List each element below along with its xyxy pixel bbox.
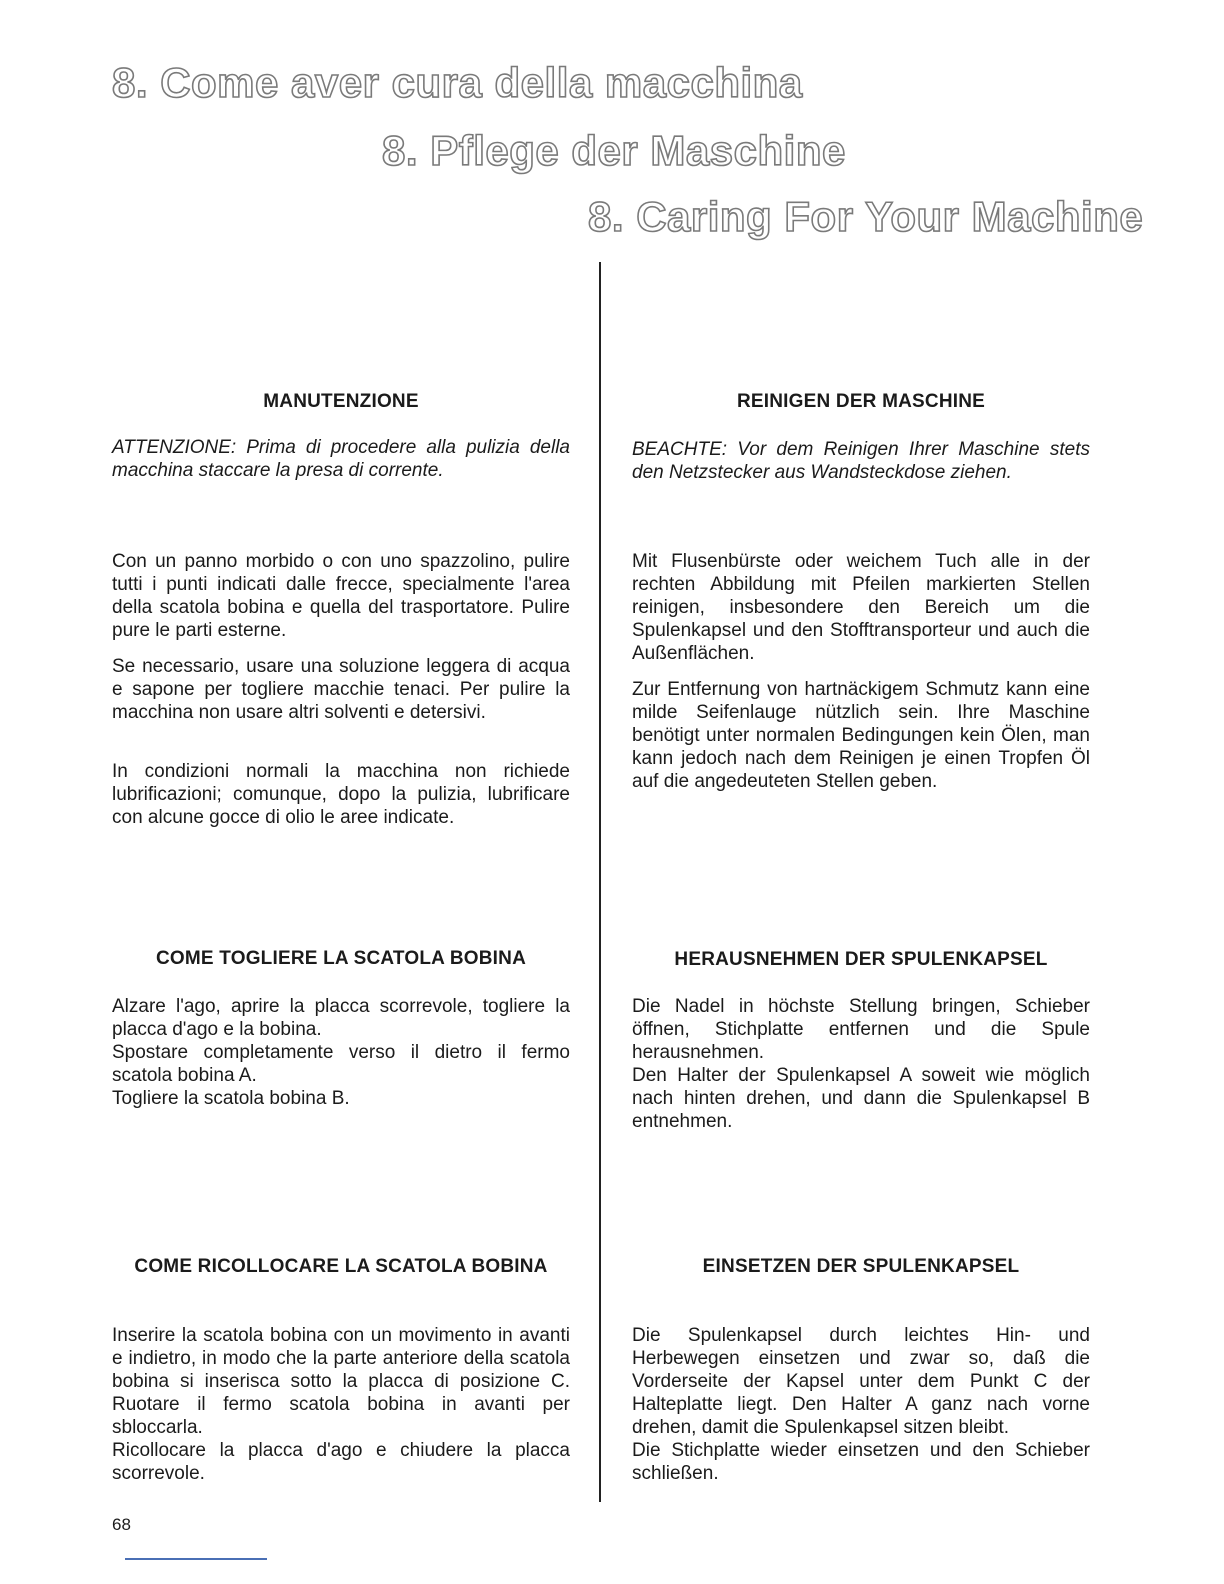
page-number: 68: [112, 1515, 131, 1534]
heading-remove-bobbin-it: COME TOGLIERE LA SCATOLA BOBINA: [155, 948, 527, 969]
column-divider: [599, 262, 601, 1502]
title-german: 8. Pflege der Maschine: [382, 127, 846, 174]
insert-step-2-de: Die Stichplatte wieder einsetzen und den Schieber schließen.: [632, 1440, 1090, 1484]
heading-remove-bobbin-de: HERAUSNEHMEN DER SPULENKAPSEL: [674, 949, 1048, 970]
para-soap-it: Se necessario, usare una soluzione leggera di acqua e sapone per togliere macchie tenaci. Per pulire la macchina non usare altri solventi e detersivi.: [112, 656, 570, 723]
para-soap-de: Zur Entfernung von hartnäckigem Schmutz kann eine milde Seifenlauge nützlich sein. Ihre Maschine benötigt unter normalen Bedingungen kein Ölen, man kann jedoch nach dem Reinigen je einen Tropfen Öl auf die angedeuteten Stellen geben.: [632, 679, 1090, 792]
remove-step-2-de: Den Halter der Spulenkapsel A soweit wie möglich nach hinten drehen, und dann die Spulenkapsel B entnehmen.: [632, 1065, 1090, 1132]
remove-step-1-it: Alzare l'ago, aprire la placca scorrevole, togliere la placca d'ago e la bobina.: [112, 996, 570, 1040]
para-lubrication-it: In condizioni normali la macchina non richiede lubrificazioni; comunque, dopo la pulizia, lubrificare con alcune gocce di olio le aree indicate.: [112, 761, 570, 828]
footer-rule: [125, 1558, 267, 1560]
heading-replace-bobbin-it: COME RICOLLOCARE LA SCATOLA BOBINA: [134, 1256, 548, 1277]
title-italian: 8. Come aver cura della macchina: [112, 59, 803, 106]
remove-step-2-it: Spostare completamente verso il dietro il fermo scatola bobina A.: [112, 1042, 570, 1086]
title-english: 8. Caring For Your Machine: [588, 193, 1144, 240]
para-cleaning-it: Con un panno morbido o con uno spazzolino, pulire tutti i punti indicati dalle frecce, specialmente l'area della scatola bobina e quella del trasportatore. Pulire pure le parti esterne.: [112, 551, 570, 641]
insert-step-1-de: Die Spulenkapsel durch leichtes Hin- und Herbewegen einsetzen und zwar so, daß die Vorderseite der Kapsel unter dem Punkt C der Halteplatte liegt. Den Halter A ganz nach vorne drehen, damit die Spulenkapsel sitzen bleibt.: [632, 1325, 1090, 1438]
heading-insert-bobbin-de: EINSETZEN DER SPULENKAPSEL: [702, 1256, 1020, 1277]
heading-manutenzione: MANUTENZIONE: [263, 391, 419, 412]
remove-step-1-de: Die Nadel in höchste Stellung bringen, Schieber öffnen, Stichplatte entfernen und die Spule herausnehmen.: [632, 996, 1090, 1063]
para-remove-it: [112, 995, 570, 1110]
note-beachte: BEACHTE: Vor dem Reinigen Ihrer Maschine stets den Netzstecker aus Wandsteckdose ziehen.: [632, 439, 1090, 483]
para-cleaning-de: Mit Flusenbürste oder weichem Tuch alle in der rechten Abbildung mit Pfeilen markierten Stellen reinigen, insbesondere den Bereich um die Spulenkapsel und den Stofftransporteur und auch die Außenflächen.: [632, 551, 1090, 664]
insert-step-1-it: Inserire la scatola bobina con un movimento in avanti e indietro, in modo che la parte anteriore della scatola bobina si inserisca sotto la placca di posizione C. Ruotare il fermo scatola bobina in avanti per sbloccarla.: [112, 1325, 570, 1438]
remove-step-3-it: Togliere la scatola bobina B.: [112, 1088, 350, 1109]
insert-step-2-it: Ricollocare la placca d'ago e chiudere la placca scorrevole.: [112, 1440, 570, 1484]
para-insert-it: [112, 1324, 570, 1485]
heading-reinigen: REINIGEN DER MASCHINE: [736, 391, 986, 412]
para-remove-de: [632, 995, 1090, 1133]
note-attenzione: ATTENZIONE: Prima di procedere alla pulizia della macchina staccare la presa di corrente.: [112, 437, 570, 481]
para-insert-de: [632, 1324, 1090, 1485]
